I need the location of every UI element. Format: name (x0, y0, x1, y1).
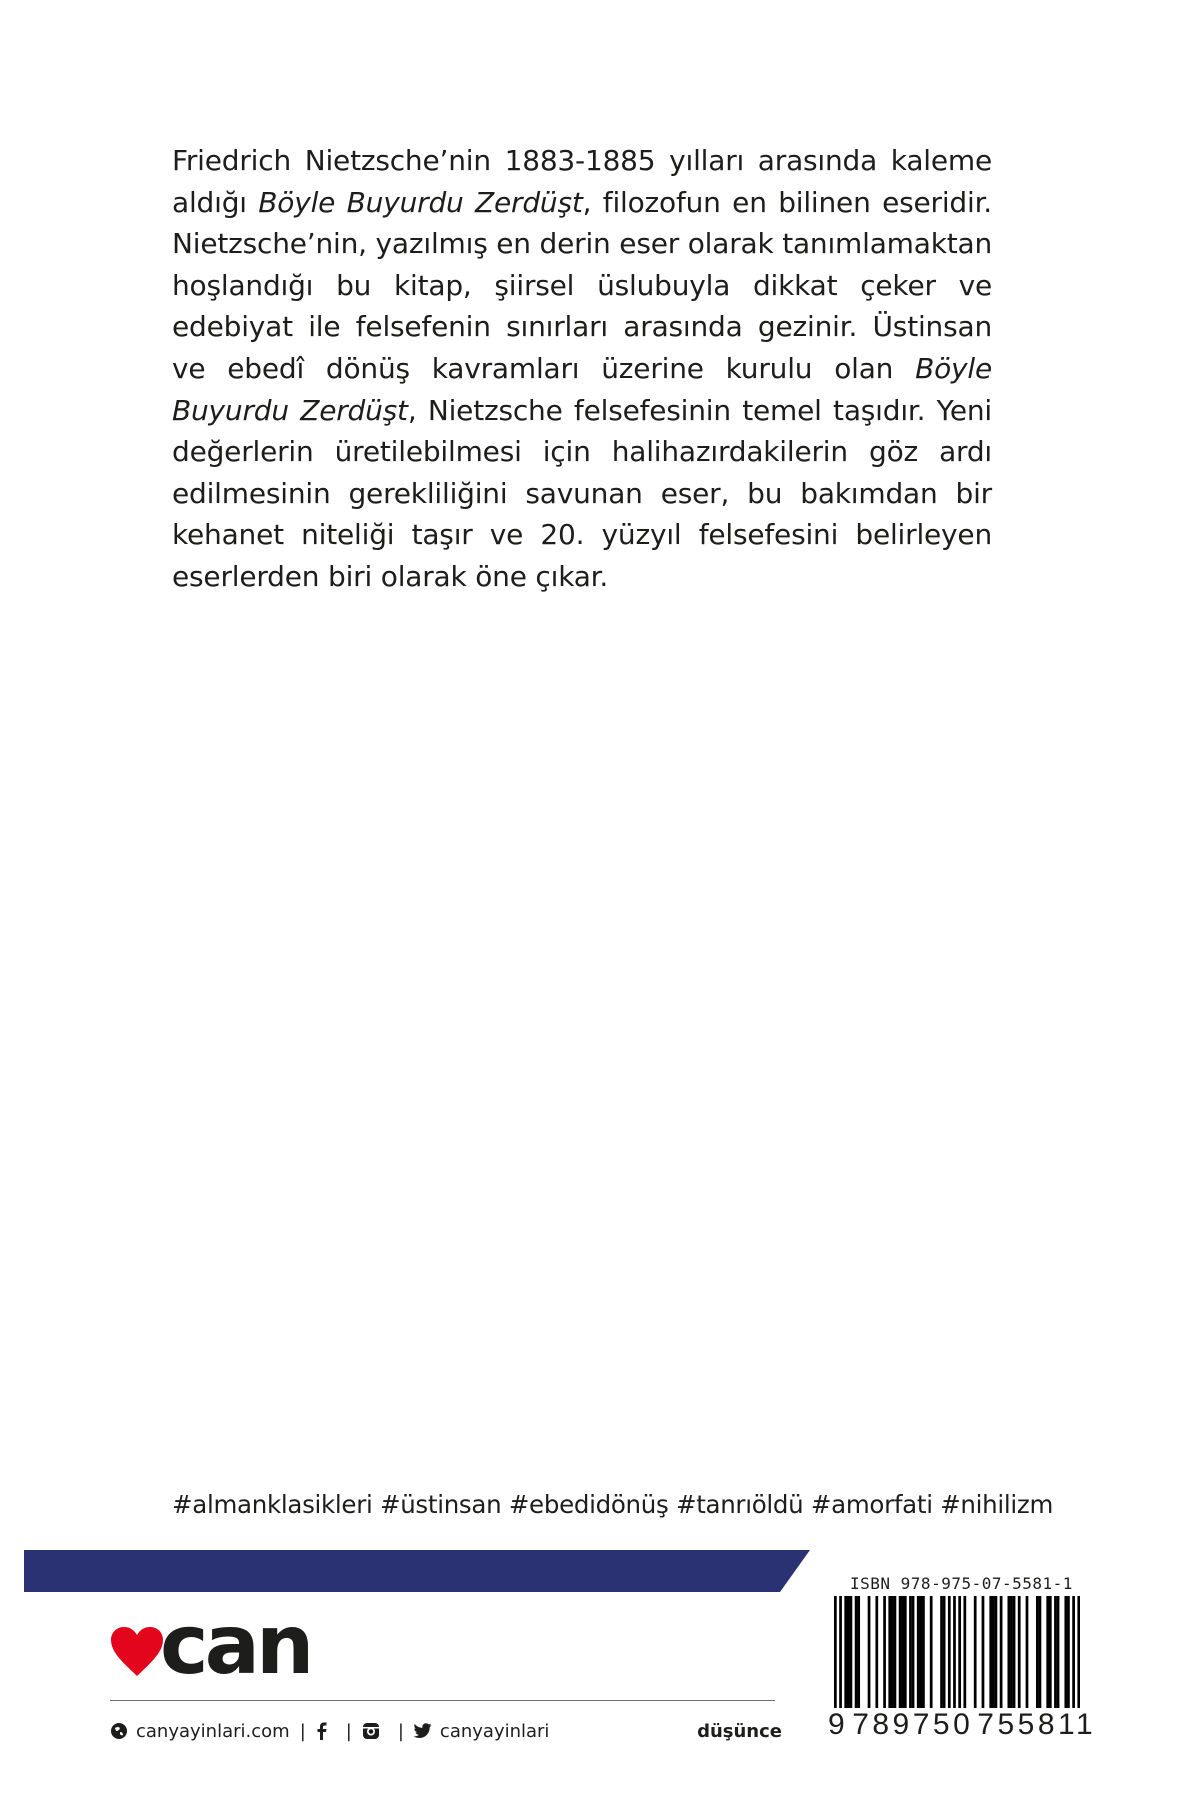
ean-digits (826, 1708, 1097, 1742)
barcode-bar (1036, 1596, 1039, 1708)
instagram-icon[interactable] (362, 1722, 380, 1740)
barcode-bar (1057, 1596, 1060, 1708)
heart-icon (110, 1626, 164, 1678)
barcode-bar (1049, 1596, 1052, 1708)
barcode-bar (1046, 1596, 1049, 1708)
barcode-bar (1000, 1596, 1003, 1708)
barcode-bar (904, 1596, 907, 1708)
book-title-italic: Böyle Buyurdu Zerdüşt (172, 351, 992, 427)
twitter-icon[interactable] (414, 1723, 432, 1739)
blurb-text-1: Friedrich Nietzsche’nin 1883-1885 yılları arasında kaleme aldığı (172, 144, 992, 219)
barcode-bar (982, 1596, 985, 1708)
blurb-text-2: , filozofun en bilinen eseridir. Nietzsche’nin, yazılmış en derin eser olarak tanımlamaktan hoşlandığı bu kitap, şiirsel üslubuyla dikkat çeker ve edebiyat ile felsefenin sınırları arasında gezinir. Üstinsan ve ebedî dönüş kavramları üzerine kurulu olan (172, 185, 993, 385)
barcode-bar (868, 1596, 871, 1708)
barcode-bar (948, 1596, 951, 1708)
barcode-bar (974, 1596, 977, 1708)
barcode-bar (888, 1596, 891, 1708)
barcode-bar (857, 1596, 860, 1708)
hashtags: #almanklasikleri #üstinsan #ebedidönüş #tanrıöldü #amorfati #nihilizm (172, 1490, 1054, 1519)
barcode-bar (901, 1596, 904, 1708)
publisher-band (24, 1550, 810, 1592)
barcode-bar (917, 1596, 920, 1708)
book-title-italic: Böyle Buyurdu Zerdüşt (258, 185, 583, 219)
barcode-bar (844, 1596, 847, 1708)
barcode-bar (891, 1596, 894, 1708)
ean-digits-left: 789750 (852, 1708, 974, 1741)
barcode-bar (899, 1596, 902, 1708)
barcode-bar (855, 1596, 858, 1708)
isbn-label: ISBN 978-975-07-5581-1 (850, 1574, 1073, 1593)
barcode-bar (1039, 1596, 1042, 1708)
barcode-bar (963, 1596, 966, 1708)
barcode-bar (883, 1596, 886, 1708)
barcode-bar (992, 1596, 995, 1708)
website-link[interactable]: canyayinlari.com (136, 1720, 290, 1742)
barcode-bar (909, 1596, 912, 1708)
social-handle[interactable]: canyayinlari (439, 1720, 550, 1742)
barcode-bar (922, 1596, 925, 1708)
barcode-bar (875, 1596, 878, 1708)
footer-divider (110, 1700, 775, 1701)
separator: | (397, 1720, 404, 1742)
barcode-bar (912, 1596, 915, 1708)
separator: | (299, 1720, 306, 1742)
barcode-bar (930, 1596, 933, 1708)
barcode-bar (847, 1596, 850, 1708)
barcode-bar (1026, 1596, 1029, 1708)
barcode-bar (1007, 1596, 1010, 1708)
barcode-bar (940, 1596, 943, 1708)
globe-icon (110, 1722, 128, 1740)
barcode-bar (995, 1596, 998, 1708)
barcode-bar (894, 1596, 897, 1708)
barcode-bar (943, 1596, 946, 1708)
back-cover-blurb (172, 140, 992, 598)
separator: | (345, 1720, 352, 1742)
barcode-bar (1064, 1596, 1067, 1708)
barcode-bar (850, 1596, 853, 1708)
barcode-bar (1054, 1596, 1057, 1708)
publisher-footer (110, 1716, 782, 1746)
barcode-bar (1013, 1596, 1016, 1708)
facebook-icon[interactable] (316, 1722, 328, 1740)
genre-label: düşünce (697, 1720, 782, 1742)
barcode-bar (919, 1596, 922, 1708)
ean-digits-right: 755811 (977, 1708, 1097, 1741)
barcode-bar (1018, 1596, 1021, 1708)
barcode-bar (1067, 1596, 1070, 1708)
barcode-bar (1010, 1596, 1013, 1708)
logo-wordmark: can (160, 1598, 311, 1693)
barcode-bar (989, 1596, 992, 1708)
ean-digit-first: 9 (828, 1708, 849, 1741)
publisher-logo (110, 1598, 311, 1693)
blurb-text-3: , Nietzsche felsefesinin temel taşıdır. Yeni değerlerin üretilebilmesi için halihazırdakilerin göz ardı edilmesinin gerekliliğini savunan eser, bu bakımdan bir kehanet niteliği taşır ve 20. yüzyıl felsefesini belirleyen eserlerden biri olarak öne çıkar. (172, 393, 992, 593)
